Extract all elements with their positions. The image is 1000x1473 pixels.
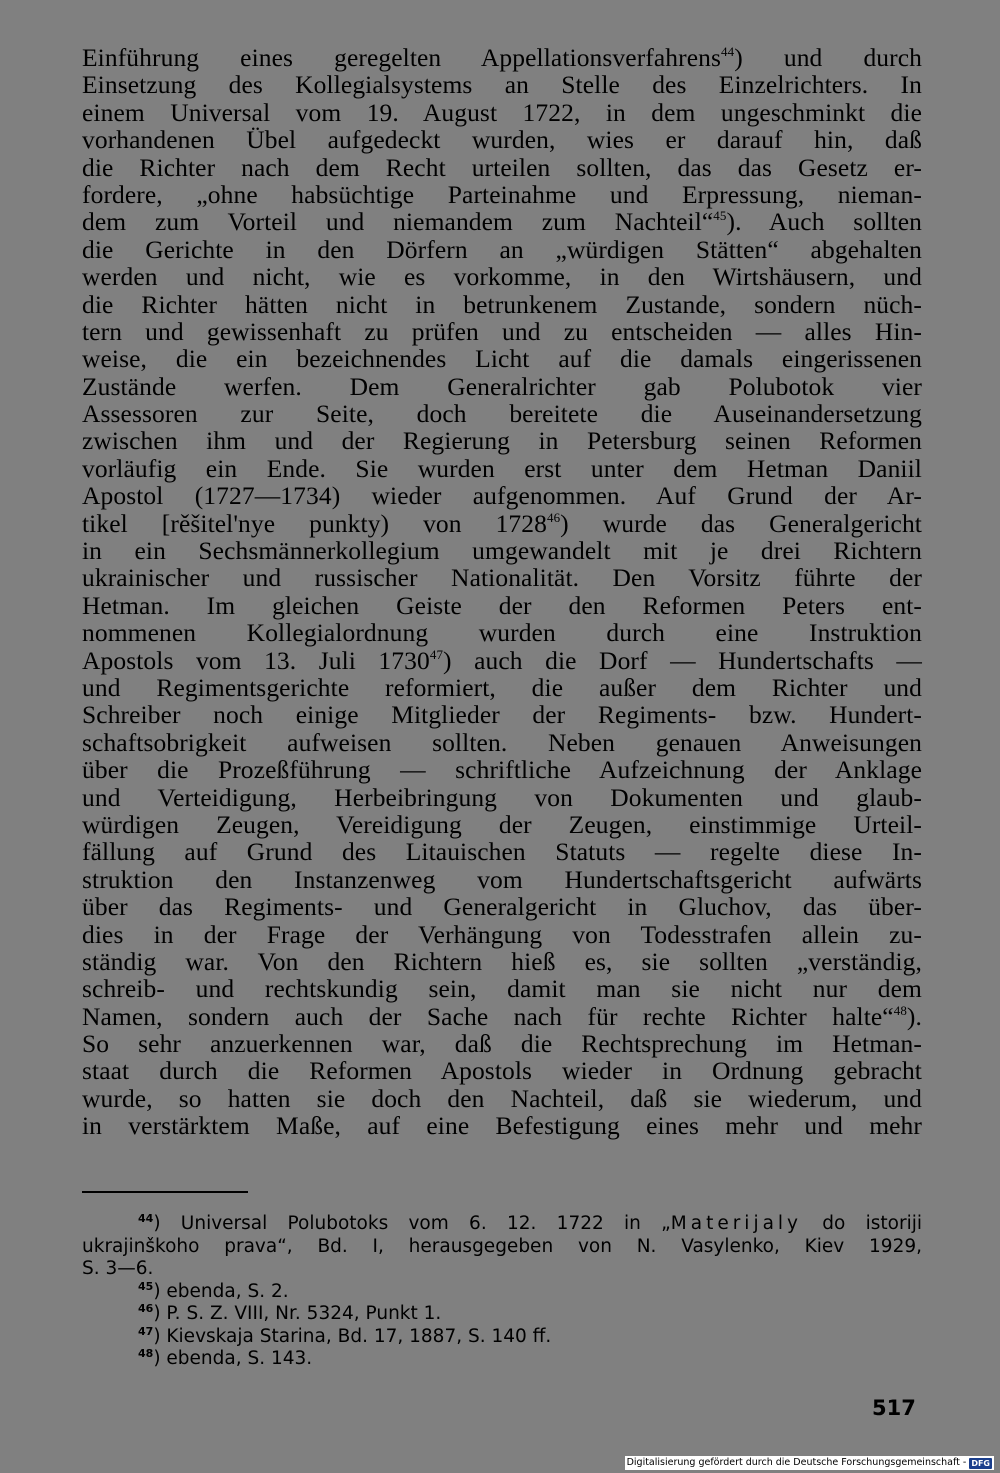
text-segment: zwischen ihm und der Regierung in Petersburg seinen Reformen [82,426,922,456]
text-line [82,893,922,920]
text-segment: tern und gewissenhaft zu prüfen und zu entscheiden — alles Hin- [82,316,922,346]
text-segment: über das Regiments- und Generalgericht in Gluchov, das über- [82,892,922,922]
text-line [82,647,922,674]
footnote-44-line-1: $^{44}$) Universal Polubotoks vom 6. 12. 1722 in „Materijaly do istoriji [138,1212,923,1234]
text-segment: über die Prozeßführung — schriftliche Aufzeichnung der Anklage [82,755,922,785]
text-segment: ) und durch [734,43,922,72]
text-segment: schreib- und rechtskundig sein, damit man sie nicht nur dem [82,974,922,1004]
text-line [82,44,922,71]
dfg-logo: DFG [971,1458,990,1468]
footnote-ref: 45 [713,208,727,224]
text-segment: und Verteidigung, Herbeibringung von Dokumenten und glaub- [82,782,922,812]
text-line [82,318,922,345]
footnote-ref: 47 [429,646,444,662]
text-segment: die Richter hätten nicht in betrunkenem Zustande, sondern nüch- [82,289,922,319]
text-segment: Schreiber noch einige Mitglieder der Regiments- bzw. Hundert- [82,700,922,730]
footnote-ref: 48 [893,1002,907,1018]
text-line [82,921,922,948]
text-line [82,1003,922,1030]
text-segment: ) auch die Dorf — Hundertschafts — [443,645,922,675]
text-line [82,291,922,318]
text-segment: würdigen Zeugen, Vereidigung der Zeugen, einstimmige Urteil- [82,809,922,839]
text-line [82,674,922,701]
footnote-ref: 44 [721,44,735,59]
text-segment: in verstärktem Maße, auf eine Befestigung eines mehr und mehr [82,1111,922,1141]
text-line [82,427,922,454]
text-segment: Zustände werfen. Dem Generalrichter gab Polubotok vier [82,371,922,401]
text-segment: Hetman. Im gleichen Geiste der den Reformen Peters ent- [82,590,922,620]
text-segment: tikel [rěšitel'nye punkty) von 1728 [82,508,547,538]
text-segment: vorläufig ein Ende. Sie wurden erst unter dem Hetman Daniil [82,453,922,483]
text-segment: die Richter nach dem Recht urteilen sollten, das das Gesetz er- [82,152,922,182]
footnote-48: $^{48}$) ebenda, S. 143. [138,1347,313,1369]
text-segment: Apostols vom 13. Juli 1730 [82,645,430,675]
text-line [82,948,922,975]
text-segment: Assessoren zur Seite, doch bereitete die Auseinandersetzung [82,399,922,429]
text-line [82,482,922,509]
text-line [82,236,922,263]
text-segment: dem zum Vorteil und niemandem zum Nachteil“ [82,207,714,237]
text-line [82,181,922,208]
text-line [82,564,922,591]
footnotes [82,1213,922,1371]
text-line [82,619,922,646]
text-segment: einem Universal vom 19. August 1722, in dem ungeschminkt die [82,97,922,127]
text-line [82,1112,922,1139]
footnote-44-line-3: S. 3—6. [82,1258,154,1279]
text-segment: Einsetzung des Kollegialsystems an Stelle des Einzelrichters. In [82,70,922,100]
text-line [82,99,922,126]
text-line [82,701,922,728]
text-segment: staat durch die Reformen Apostols wieder in Ordnung gebracht [82,1056,922,1086]
text-segment: werden und nicht, wie es vorkomme, in den Wirtshäusern, und [82,262,922,292]
footnote-ref: 46 [546,509,561,525]
text-line [82,975,922,1002]
text-segment: weise, die ein bezeichnendes Licht auf die damals eingerissenen [82,344,922,374]
text-line [82,400,922,427]
text-line [82,208,922,235]
text-segment: ständig war. Von den Richtern hieß es, sie sollten „verständig, [82,946,922,976]
text-segment: struktion den Instanzenweg vom Hundertschaftsgericht aufwärts [82,864,922,894]
text-segment: ) wurde das Generalgericht [560,508,922,538]
text-line [82,373,922,400]
text-line [82,866,922,893]
text-line [82,345,922,372]
text-segment: ). [906,1001,922,1031]
text-segment: die Gerichte in den Dörfern an „würdigen Stätten“ abgehalten [82,234,922,264]
text-segment: Einführung eines geregelten Appellationsverfahrens [82,43,722,72]
text-line [82,154,922,181]
text-line [82,510,922,537]
text-segment: und Regimentsgerichte reformiert, die außer dem Richter und [82,672,922,702]
text-segment: ukrainischer und russischer Nationalität. Den Vorsitz führte der [82,563,922,593]
footnote-44-line-2: ukrajinškoho prava“, Bd. I, herausgegeben von N. Vasylenko, Kiev 1929, [82,1235,922,1257]
text-segment: nommenen Kollegialordnung wurden durch eine Instruktion [82,618,922,648]
text-line [82,1057,922,1084]
text-line [82,126,922,153]
footnote-45: $^{45}$) ebenda, S. 2. [138,1279,289,1302]
footnote-separator [82,1191,248,1193]
text-line [82,71,922,98]
text-segment: Namen, sondern auch der Sache nach für rechte Richter halte“ [82,1001,894,1031]
footnote-46: $^{46}$) P. S. Z. VIII, Nr. 5324, Punkt 1. [138,1302,442,1324]
credit-text: Digitalisierung gefördert durch die Deutsche Forschungsgemeinschaft - [626,1457,967,1468]
text-line [82,784,922,811]
text-line [82,1085,922,1112]
text-line [82,811,922,838]
text-segment: fällung auf Grund des Litauischen Statuts — regelte diese In- [82,837,922,867]
text-line [82,1030,922,1057]
footnote-47: $^{47}$) Kievskaja Starina, Bd. 17, 1887, S. 140 ff. [138,1324,552,1347]
text-segment: So sehr anzuerkennen war, daß die Rechtsprechung im Hetman- [82,1029,922,1059]
text-segment: schaftsobrigkeit aufweisen sollten. Neben genauen Anweisungen [82,727,922,757]
text-segment: dies in der Frage der Verhängung von Todesstrafen allein zu- [82,919,922,949]
text-line [82,729,922,756]
digitization-credit [625,1456,994,1470]
text-line [82,455,922,482]
page-number: 517 [872,1396,916,1420]
text-line [82,263,922,290]
text-segment: fordere, „ohne habsüchtige Parteinahme und Erpressung, nieman- [82,179,922,209]
text-segment: Apostol (1727—1734) wieder aufgenommen. Auf Grund der Ar- [82,481,922,511]
text-segment: vorhandenen Übel aufgedeckt wurden, wies er darauf hin, daß [82,125,922,155]
text-line [82,756,922,783]
main-text [82,44,922,1140]
text-line [82,592,922,619]
text-line [82,537,922,564]
text-segment: in ein Sechsmännerkollegium umgewandelt mit je drei Richtern [82,536,922,566]
text-segment: ). Auch sollten [726,207,922,237]
text-segment: wurde, so hatten sie doch den Nachteil, daß sie wiederum, und [82,1083,922,1113]
text-line [82,838,922,865]
